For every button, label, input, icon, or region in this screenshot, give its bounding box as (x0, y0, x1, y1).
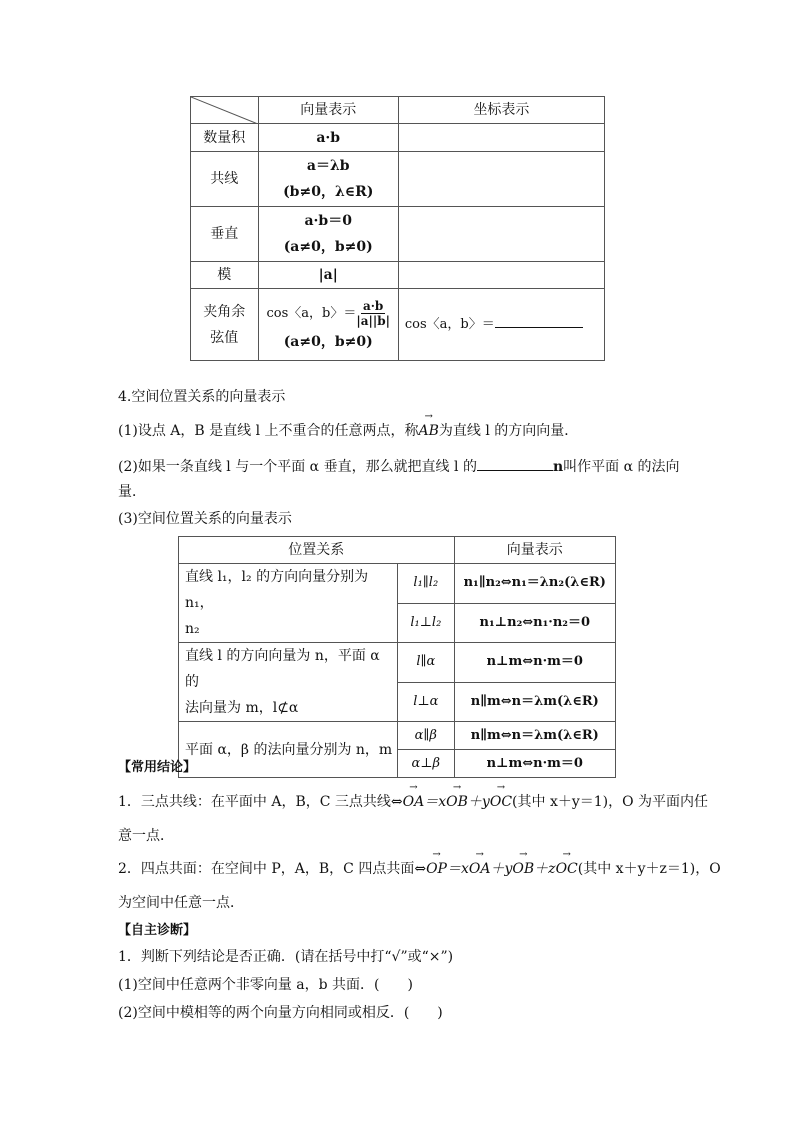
c2-y: ＋y (490, 861, 513, 877)
row-label-perpendicular: 垂直 (191, 207, 259, 262)
p1-text: (1)设点 A，B 是直线 l 上不重合的任意两点，称 (118, 423, 419, 439)
c2-end: (其中 x＋y＋z＝1)，O (577, 861, 721, 877)
row-label-modulus: 模 (191, 262, 259, 289)
vector-operations-table (190, 96, 605, 361)
normal-vector-blank[interactable] (477, 456, 553, 471)
diagnosis-item-2[interactable]: (2)空间中模相等的两个向量方向相同或相反．( ) (118, 1005, 443, 1021)
perpendicular-formula: a·b＝0 (304, 213, 352, 229)
vector-rep-cell: n₁⊥n₂⇔n₁·n₂＝0 (454, 603, 615, 643)
header-relation: 位置关系 (179, 537, 455, 564)
dot-product-vector: a·b (258, 124, 398, 152)
c1-y: ＋y (467, 794, 490, 810)
p1-end: 为直线 l 的方向向量． (438, 423, 579, 439)
relation-cell: l₁∥l₂ (398, 564, 454, 604)
collinear-condition: (b≠0，λ∈R) (283, 184, 374, 200)
collinear-coordinate (398, 152, 604, 207)
vector-rep-cell: n∥m⇔n＝λm(λ∈R) (454, 722, 615, 750)
answer-blank[interactable] (495, 313, 583, 328)
diagnosis-question: 1．判断下列结论是否正确．(请在括号中打“√”或“×”) (118, 949, 454, 965)
modulus-coordinate (398, 262, 604, 289)
group3-description (179, 722, 398, 778)
row-label-cosine (191, 289, 259, 361)
collinear-formula: a＝λb (306, 158, 350, 174)
fraction-denominator: |a||b| (356, 313, 390, 328)
section-4-p1 (118, 421, 578, 441)
header-coordinate: 坐标表示 (398, 97, 604, 124)
group2-desc-line2: 法向量为 m，l⊄α (185, 700, 299, 716)
group1-desc-line2: n₂ (185, 621, 200, 637)
conclusion-2 (118, 859, 721, 879)
fraction-numerator: a·b (362, 298, 384, 313)
perpendicular-coordinate (398, 207, 604, 262)
cosine-label-line1: 夹角余 (203, 303, 246, 320)
vector-oc: → OC (490, 792, 512, 812)
section-4-p2 (118, 456, 680, 477)
vector-op: → OP (426, 859, 447, 879)
diagnosis-title: 【自主诊断】 (118, 923, 197, 938)
c2-z: ＋z (534, 861, 556, 877)
relation-cell: l∥α (398, 643, 454, 683)
conclusion-2-cont: 为空间中任意一点． (118, 895, 244, 911)
perpendicular-condition: (a≠0，b≠0) (283, 239, 373, 255)
vector-oc: → OC (556, 859, 578, 879)
cosine-condition: (a≠0，b≠0) (283, 334, 373, 350)
section-4-p2-cont: 量． (118, 484, 146, 500)
cosine-coord-text: cos〈a，b〉＝ (404, 317, 495, 332)
conclusions-title: 【常用结论】 (118, 760, 197, 775)
header-vector-rep: 向量表示 (454, 537, 615, 564)
c1-text: 1．三点共线：在平面中 A，B，C 三点共线⇔ (118, 794, 403, 810)
c2-text: 2．四点共面：在空间中 P，A，B，C 四点共面⇔ (118, 861, 427, 877)
header-vector: 向量表示 (258, 97, 398, 124)
row-label-collinear: 共线 (191, 152, 259, 207)
dot-product-coordinate (398, 124, 604, 152)
relation-cell: l₁⊥l₂ (398, 603, 454, 643)
conclusion-1-cont: 意一点． (118, 828, 174, 844)
vector-rep-cell: n⊥m⇔n·m＝0 (454, 750, 615, 778)
group1-description (179, 564, 398, 643)
relation-cell: α⊥β (398, 750, 454, 778)
p2-n: n (552, 459, 564, 475)
cosine-vector (258, 289, 398, 361)
vector-oa: → OA (469, 859, 491, 879)
collinear-vector (258, 152, 398, 207)
group2-description (179, 643, 398, 722)
p2-text-end: 叫作平面 α 的法向 (563, 459, 680, 475)
vector-ob: → OB (512, 859, 534, 879)
group3-desc-line1: 平面 α，β 的法向量分别为 n，m (185, 741, 393, 758)
vector-ab: → AB (419, 421, 439, 441)
section-4-p3: (3)空间位置关系的向量表示 (118, 511, 292, 527)
vector-oa: → OA (403, 792, 425, 812)
p2-text: (2)如果一条直线 l 与一个平面 α 垂直，那么就把直线 l 的 (118, 459, 477, 475)
vector-rep-cell: n⊥m⇔n·m＝0 (454, 643, 615, 683)
c2-x: ＝x (446, 861, 469, 877)
relation-cell: l⊥α (398, 682, 454, 722)
row-label-dot-product: 数量积 (191, 124, 259, 152)
cosine-fraction (356, 299, 390, 328)
modulus-vector: |a| (258, 262, 398, 289)
cosine-prefix: cos〈a，b〉＝ (266, 306, 357, 321)
c1-end: (其中 x＋y＝1)，O 为平面内任 (512, 794, 709, 810)
c1-x: ＝x (424, 794, 447, 810)
cosine-label-line2: 弦值 (210, 329, 239, 346)
vector-rep-cell: n₁∥n₂⇔n₁＝λn₂(λ∈R) (454, 564, 615, 604)
vector-rep-cell: n∥m⇔n＝λm(λ∈R) (454, 682, 615, 722)
section-4-title: 4.空间位置关系的向量表示 (118, 389, 286, 405)
cosine-coordinate (398, 289, 604, 361)
cosine-formula (259, 296, 398, 331)
diagnosis-item-1[interactable]: (1)空间中任意两个非零向量 a，b 共面．( ) (118, 977, 413, 993)
conclusion-1 (118, 792, 708, 812)
diagonal-line (191, 97, 258, 124)
position-relation-table (178, 536, 616, 778)
group1-desc-line1: 直线 l₁，l₂ 的方向向量分别为 n₁， (185, 569, 369, 611)
relation-cell: α∥β (398, 722, 454, 750)
diagonal-header-cell (191, 97, 259, 124)
vector-ob: → OB (446, 792, 468, 812)
perpendicular-vector (258, 207, 398, 262)
group2-desc-line1: 直线 l 的方向向量为 n，平面 α 的 (185, 648, 380, 690)
